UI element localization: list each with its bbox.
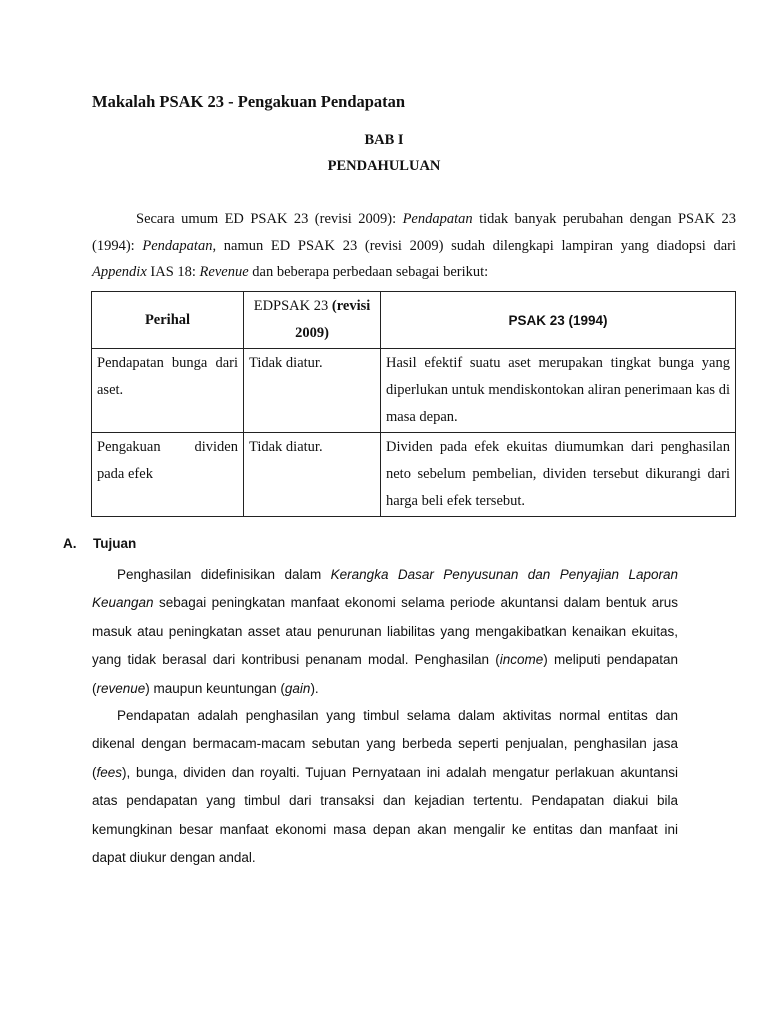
italic-text: revenue [96,680,146,696]
header-edpsak-label: EDPSAK 23 [253,298,332,314]
body-paragraph [92,702,678,872]
text-run: Penghasilan didefinisikan dalam [117,567,331,582]
italic-text: Pendapatan [402,211,473,227]
italic-text: Appendix [92,264,147,280]
body-paragraph [92,561,678,703]
paragraph-text [92,567,678,696]
section-letter: A. [63,536,77,551]
header-edpsak [244,292,381,349]
text-run: ). [310,680,319,696]
italic-text: gain [284,680,311,696]
table-row [92,349,736,433]
text-run: Pendapatan adalah penghasilan yang timbul selama dalam aktivitas normal entitas dan dikenal dengan bermacam-macam sebutan yang berbeda seperti penjualan, penghasilan jasa ( [92,708,678,780]
document-title: Makalah PSAK 23 - Pengakuan Pendapatan [92,92,406,111]
comparison-table [91,291,736,517]
cell-psak: Hasil efektif suatu aset merupakan tingkat bunga yang diperlukan untuk mendiskontokan aliran penerimaan kas di masa depan. [381,349,736,433]
text-run: , namun ED PSAK 23 (revisi 2009) sudah dilengkapi lampiran yang diadopsi dari [212,237,736,254]
italic-text: Kerangka Dasar Penyusunan dan Penyajian Laporan Keuangan [92,567,678,611]
text-run: ), bunga, dividen dan royalti. Tujuan Pernyataan ini adalah mengatur perlakuan akuntansi atas pendapatan yang timbul dari transaksi dan kejadian tertentu. Pendapatan diakui bila kemungkinan besar manfaat ekonomi masa depan akan mengalir ke entitas dan manfaat ini dapat diukur dengan andal. [92,764,678,866]
text-run: Secara umum ED PSAK 23 (revisi 2009): [136,211,403,227]
paragraph-text [92,708,678,865]
header-edpsak-revision: (revisi 2009) [295,298,371,341]
italic-text: income [499,652,544,668]
cell-edpsak: Tidak diatur. [244,349,381,433]
italic-text: Pendapatan [142,237,213,254]
header-perihal: Perihal [92,292,244,349]
intro-paragraph [92,206,736,286]
chapter-number: BAB I [364,132,404,148]
chapter-title: PENDAHULUAN [327,158,441,174]
table-row [92,433,736,517]
cell-psak: Dividen pada efek ekuitas diumumkan dari penghasilan neto sebelum pembelian, dividen tersebut dikurangi dari harga beli efek tersebut. [381,433,736,517]
italic-text: Revenue [199,264,249,280]
header-psak: PSAK 23 (1994) [381,292,736,349]
section-title: Tujuan [93,536,137,551]
text-run: IAS 18: [146,264,200,280]
cell-edpsak: Tidak diatur. [244,433,381,517]
text-run: dan beberapa perbedaan sebagai berikut: [248,264,489,280]
cell-perihal: Pendapatan bunga dari aset. [92,349,244,433]
intro-text [92,211,736,280]
table-header-row [92,292,736,349]
text-run: ) maupun keuntungan ( [145,680,285,696]
italic-text: fees [96,764,123,780]
text-run: ) meliputi pendapatan ( [92,652,679,696]
cell-perihal: Pengakuan dividen pada efek [92,433,244,517]
section-heading [63,536,136,551]
text-run: tidak banyak perubahan dengan PSAK 23 (1994): [92,211,736,254]
text-run: sebagai peningkatan manfaat ekonomi selama periode akuntansi dalam bentuk arus masuk atau peningkatan asset atau penurunan liabilitas yang mengakibatkan kenaikan ekuitas, yang tidak berasal dari kontribusi penanam modal. Penghasilan ( [92,595,678,668]
